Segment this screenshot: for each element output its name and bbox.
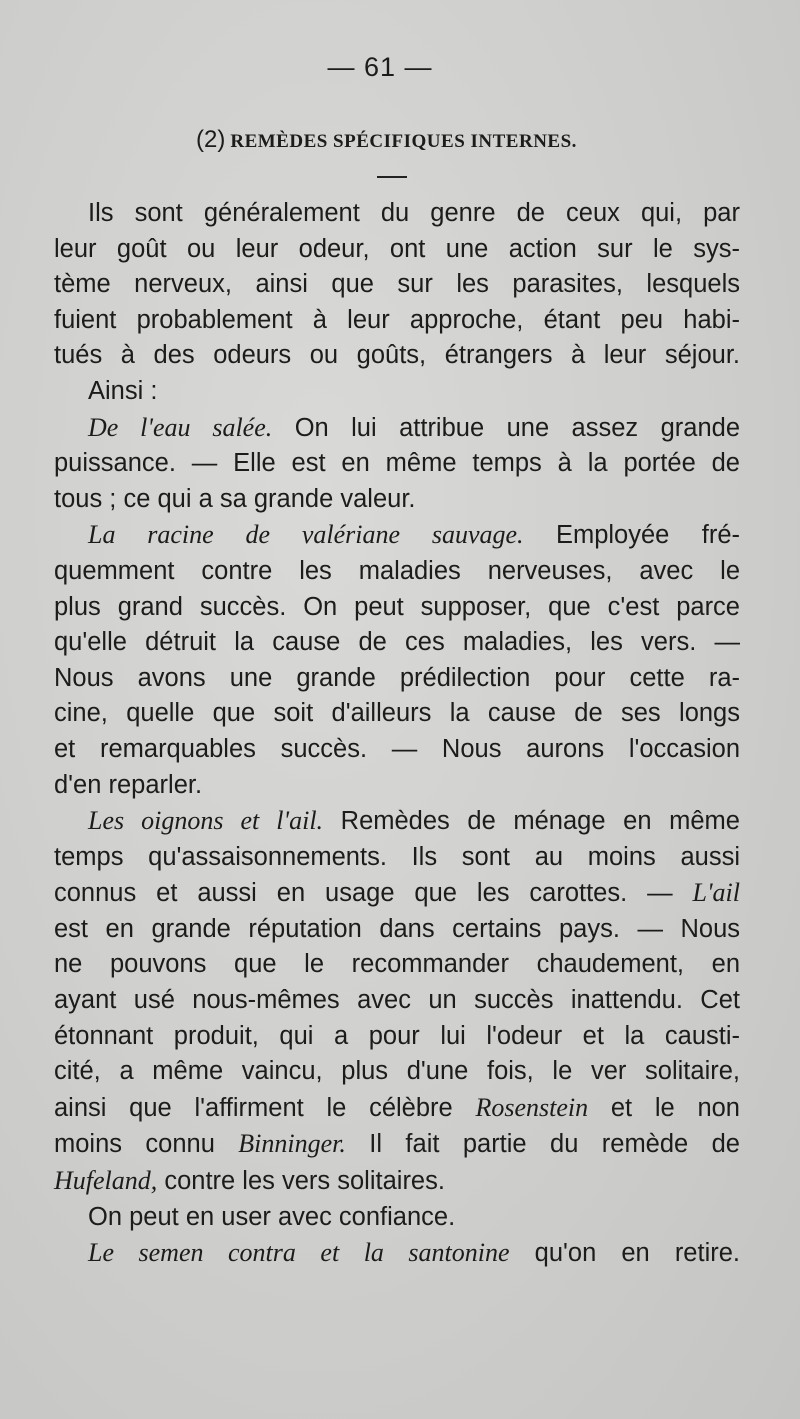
text-run: quemment contre les maladies nerveuses, avec le	[54, 556, 740, 585]
text-run: qu'on en retire.	[509, 1239, 740, 1268]
section-title: REMÈDES SPÉCIFIQUES INTERNES.	[230, 131, 577, 152]
text-line	[54, 661, 740, 697]
text-run: d'en reparler.	[54, 770, 203, 799]
text-line	[54, 1163, 740, 1200]
text-run: connus et aussi en usage que les carottes. —	[54, 879, 693, 908]
text-line	[54, 554, 740, 590]
text-run: ne pouvons que le recommander chaudement, en	[54, 950, 740, 979]
text-line	[54, 232, 740, 268]
body-text	[54, 196, 740, 1272]
text-line	[54, 912, 740, 948]
text-run: Employée fré-	[523, 521, 740, 550]
text-line	[54, 983, 740, 1019]
italic-run: Binninger.	[238, 1129, 346, 1159]
italic-run: Hufeland,	[54, 1166, 158, 1196]
text-run: puissance. — Elle est en même temps à la portée de	[54, 449, 740, 478]
heading-divider	[377, 176, 407, 178]
text-run: cine, quelle que soit d'ailleurs la cause de ses longs	[54, 699, 740, 728]
text-line	[54, 1054, 740, 1090]
text-line	[54, 840, 740, 876]
text-run: tous ; ce qui a sa grande valeur.	[54, 484, 416, 513]
text-run: Ils sont généralement du genre de ceux qui, par	[88, 199, 740, 227]
text-line	[54, 338, 740, 374]
text-line	[54, 303, 740, 339]
italic-run: L'ail	[692, 878, 740, 908]
text-run: tème nerveux, ainsi que sur les parasites, lesquels	[54, 270, 740, 299]
text-run: et le non	[588, 1093, 740, 1122]
text-line	[54, 196, 740, 232]
text-line	[54, 267, 740, 303]
text-line	[54, 625, 740, 661]
italic-run: Les oignons et l'ail.	[88, 806, 324, 836]
text-line	[54, 1090, 740, 1127]
text-run: est en grande réputation dans certains pays. — Nous	[54, 914, 740, 943]
text-run: tués à des odeurs ou goûts, étrangers à leur séjour.	[54, 341, 740, 370]
text-run: ainsi que l'affirment le célèbre	[54, 1093, 476, 1122]
text-run: Nous avons une grande prédilection pour cette ra-	[54, 663, 740, 692]
text-run: plus grand succès. On peut supposer, que c'est parce	[54, 592, 740, 621]
text-run: cité, a même vaincu, plus d'une fois, le ver solitaire,	[54, 1057, 740, 1086]
text-run: fuient probablement à leur approche, étant peu habi-	[54, 305, 740, 334]
italic-run: La racine de valériane sauvage.	[88, 520, 524, 550]
italic-run: Le semen contra et la santonine	[88, 1238, 510, 1268]
text-line	[54, 696, 740, 732]
text-line	[54, 1235, 740, 1272]
text-run: ayant usé nous-mêmes avec un succès inattendu. Cet	[54, 986, 740, 1015]
text-line	[54, 768, 740, 804]
text-run: On lui attribue une assez grande	[272, 413, 741, 442]
text-line	[54, 410, 740, 447]
italic-run: Rosenstein	[475, 1092, 589, 1122]
text-run: Remèdes de ménage en même	[323, 807, 740, 836]
text-line	[54, 1126, 740, 1163]
text-run: leur goût ou leur odeur, ont une action sur le sys-	[54, 234, 740, 263]
text-run: contre les vers solitaires.	[157, 1167, 445, 1196]
italic-run: De l'eau salée.	[88, 412, 273, 442]
text-line	[54, 732, 740, 768]
text-line	[54, 590, 740, 626]
text-run: Il fait partie du remède de	[345, 1130, 740, 1159]
text-line	[54, 1019, 740, 1055]
text-line	[54, 446, 740, 482]
text-line	[54, 803, 740, 840]
text-line	[54, 374, 740, 410]
text-line	[54, 947, 740, 983]
text-line	[54, 517, 740, 554]
text-line	[54, 1200, 740, 1236]
text-run: étonnant produit, qui a pour lui l'odeur et la causti-	[54, 1021, 740, 1050]
text-run: Ainsi :	[88, 376, 158, 405]
text-run: temps qu'assaisonnements. Ils sont au moins aussi	[54, 842, 740, 871]
text-line	[54, 875, 740, 912]
section-number: (2)	[196, 126, 226, 153]
text-run: moins connu	[54, 1130, 239, 1159]
text-run: et remarquables succès. — Nous aurons l'occasion	[54, 734, 740, 763]
text-run: qu'elle détruit la cause de ces maladies, les vers. —	[54, 628, 740, 657]
section-heading	[196, 126, 577, 154]
text-run: On peut en user avec confiance.	[88, 1202, 456, 1231]
page-number: — 61 —	[327, 52, 433, 82]
text-line	[54, 482, 740, 518]
